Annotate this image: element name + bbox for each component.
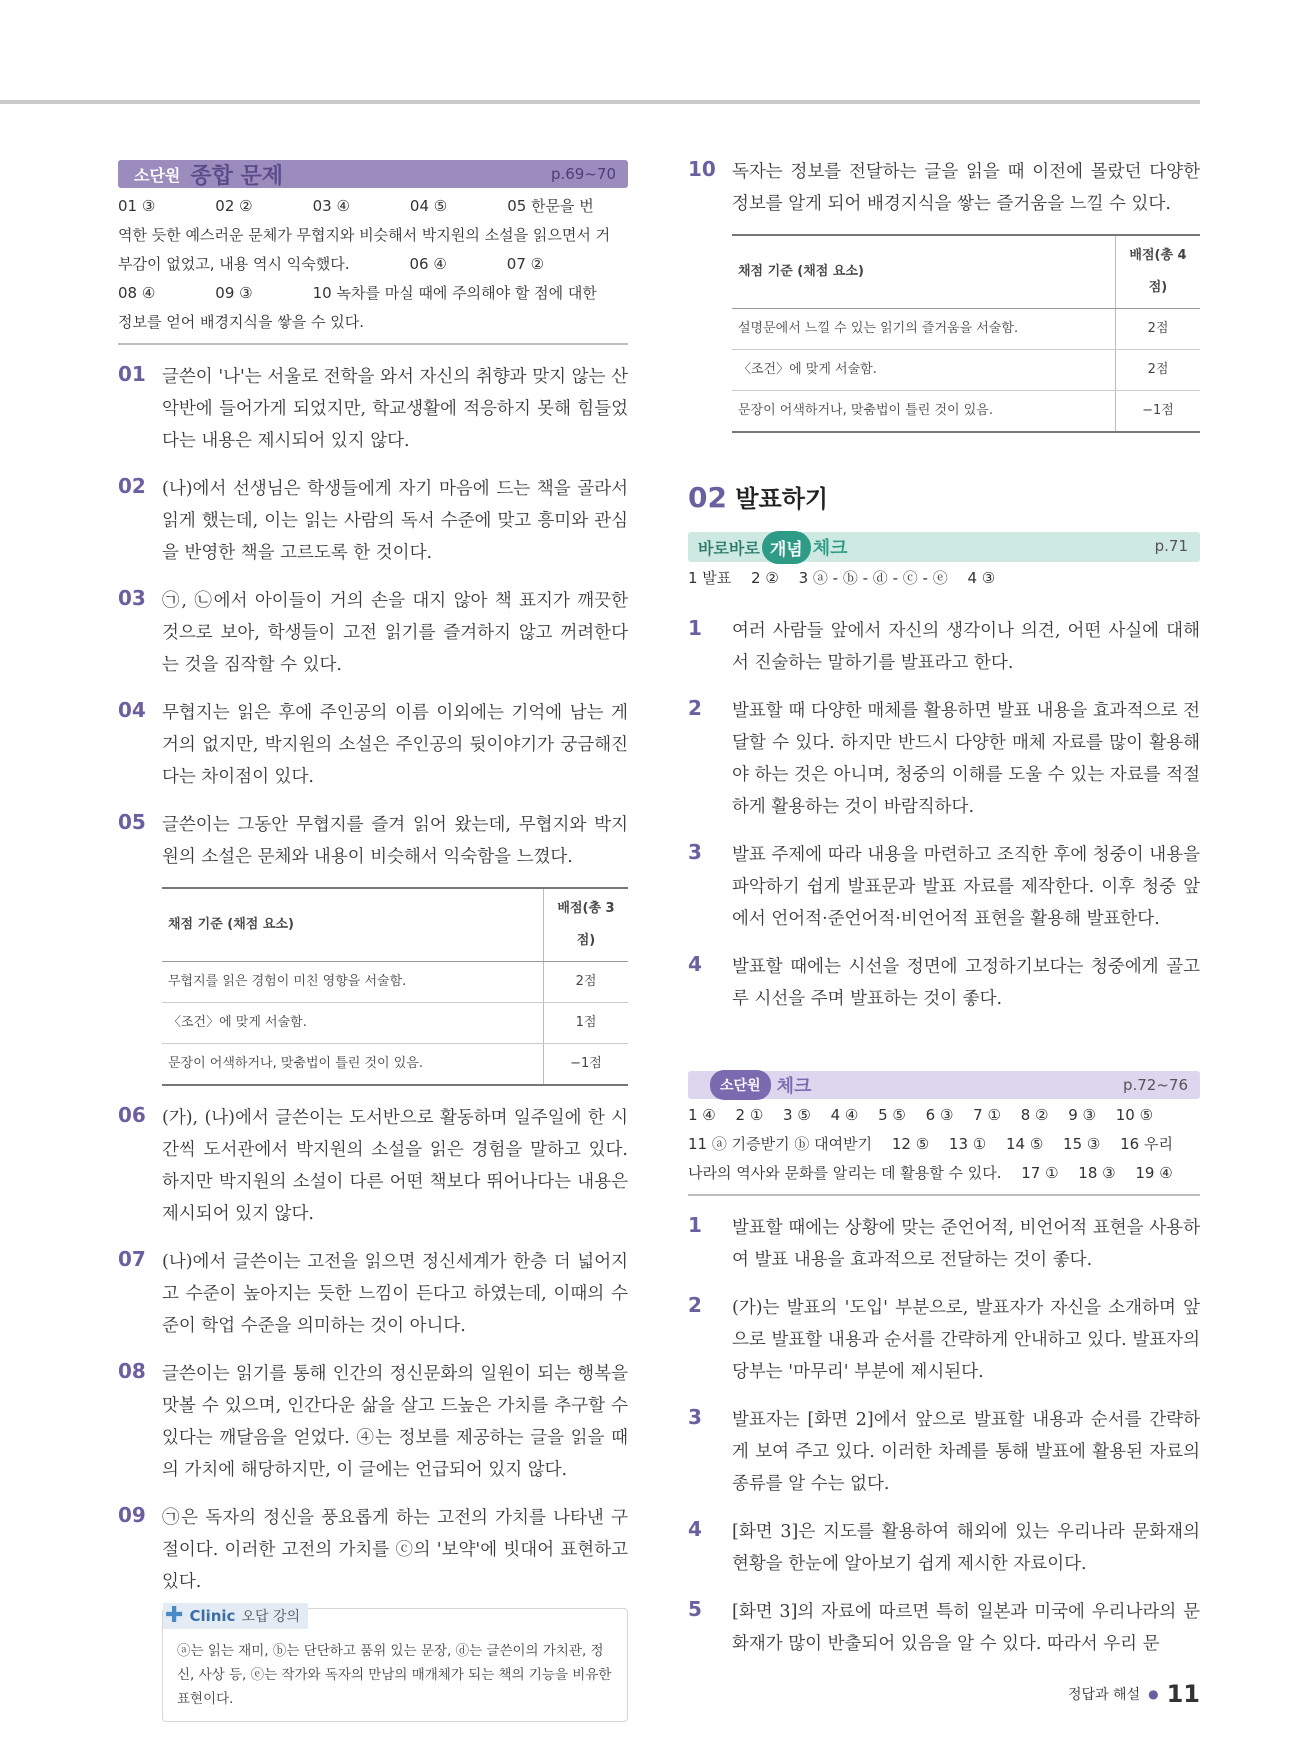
points-cell: 2점	[544, 962, 629, 1003]
page-footer	[1068, 1680, 1200, 1708]
item-text: 발표할 때 다양한 매체를 활용하면 발표 내용을 효과적으로 전달할 수 있다. 하지만 반드시 다양한 매체 자료를 많이 활용해야 하는 것은 아니며, 청중의 이해를 도울 수 있는 자료를 적절하게 활용하는 것이 바람직하다.	[732, 701, 1200, 817]
explanation-item	[118, 473, 628, 569]
item-text: (가), (나)에서 글쓴이는 도서반으로 활동하며 일주일에 한 시간씩 도서관에서 박지원의 소설을 읽은 경험을 말하고 있다. 하지만 박지원의 소설이 다른 어떤 책보다 뛰어나다는 내용은 제시되어 있지 않다.	[162, 1108, 628, 1224]
answer-line: 01 ③ 02 ② 03 ④ 04 ⑤ 05 한문을 번	[118, 197, 594, 215]
unit-pill: 소단원	[710, 1070, 771, 1100]
unit-sub: 체크	[776, 1076, 812, 1097]
footer-label: 정답과 해설	[1068, 1687, 1141, 1703]
header-main: 소단원	[134, 165, 181, 185]
explanation-item	[118, 361, 628, 457]
scoring-header-points: 배점(총 3점)	[544, 888, 629, 962]
table-row	[162, 1044, 628, 1086]
item-text: 여러 사람들 앞에서 자신의 생각이나 의견, 어떤 사실에 대해서 진술하는 말하기를 발표라고 한다.	[732, 621, 1200, 673]
answer-key	[118, 192, 628, 345]
item-text: ㉠은 독자의 정신을 풍요롭게 하는 고전의 가치를 나타낸 구절이다. 이러한 고전의 가치를 ⓒ의 '보약'에 빗대어 표현하고 있다.	[162, 1508, 628, 1592]
points-cell: 1점	[544, 1003, 629, 1044]
top-rule	[0, 100, 1200, 104]
explanation-item	[688, 695, 1200, 823]
criteria-cell: 〈조건〉에 맞게 서술함.	[732, 350, 1116, 391]
item-number: 4	[688, 952, 702, 976]
table-row	[162, 1003, 628, 1044]
explanation-item	[118, 809, 628, 1086]
table-row	[162, 962, 628, 1003]
scoring-header-criteria: 채점 기준 (채점 요소)	[162, 888, 544, 962]
item-number: 08	[118, 1359, 146, 1383]
item-text: (가)는 발표의 '도입' 부분으로, 발표자가 자신을 소개하며 앞으로 발표할 내용과 순서를 간략하게 안내하고 있다. 발표자의 당부는 '마무리' 부분에 제시된다.	[732, 1298, 1200, 1382]
answer-line: 부감이 없었고, 내용 역시 익숙했다. 06 ④ 07 ②	[118, 255, 545, 273]
item-text	[732, 156, 1200, 433]
item-number: 4	[688, 1517, 702, 1541]
answer-line: 역한 듯한 예스러운 문체가 무협지와 비슷해서 박지원의 소설을 읽으면서 거	[118, 226, 611, 244]
concept-page: p.71	[1154, 537, 1188, 555]
item-number: 04	[118, 698, 146, 722]
points-cell: 2점	[1116, 309, 1201, 350]
item-text	[162, 809, 628, 1086]
page-number: 11	[1166, 1680, 1200, 1708]
scoring-table	[162, 887, 628, 1086]
clinic-body: ⓐ는 읽는 재미, ⓑ는 단단하고 품위 있는 문장, ⓓ는 글쓴이의 가치관, 정신, 사상 등, ⓔ는 작가와 독자의 만남의 매개체가 되는 책의 기능을 비유한 표현이다.	[177, 1643, 612, 1707]
item-text: ㉠, ㉡에서 아이들이 거의 손을 대지 않아 책 표지가 깨끗한 것으로 보아, 학생들이 고전 읽기를 즐겨하지 않고 꺼려한다는 것을 짐작할 수 있다.	[162, 591, 628, 675]
section-number: 02	[688, 481, 727, 514]
concept-sub: 체크	[812, 538, 848, 559]
bullet-icon: ●	[1148, 1687, 1159, 1701]
item-text: 발표 주제에 따라 내용을 마련하고 조직한 후에 청중이 내용을 파악하기 쉽게 발표문과 발표 자료를 제작한다. 이후 청중 앞에서 언어적·준언어적·비언어적 표현을 활용해 발표한다.	[732, 845, 1200, 929]
explanation-item	[688, 1404, 1200, 1500]
item-text: (나)에서 글쓴이는 고전을 읽으면 정신세계가 한층 더 넓어지고 수준이 높아지는 듯한 느낌이 든다고 하였는데, 이때의 수준이 학업 수준을 의미하는 것이 아니다.	[162, 1252, 628, 1336]
table-row	[732, 391, 1200, 433]
explanation-item	[118, 1358, 628, 1486]
explanation-item	[118, 1502, 628, 1598]
concept-check-header	[688, 532, 1200, 562]
explanation-item	[118, 1246, 628, 1342]
criteria-cell: 설명문에서 느낄 수 있는 읽기의 즐거움을 서술함.	[732, 309, 1116, 350]
item-text: 무협지는 읽은 후에 주인공의 이름 이외에는 기억에 남는 게 거의 없지만, 박지원의 소설은 주인공의 뒷이야기가 궁금해진다는 차이점이 있다.	[162, 703, 628, 787]
unit-answer-key	[688, 1101, 1200, 1196]
points-cell: −1점	[544, 1044, 629, 1086]
criteria-cell: 문장이 어색하거나, 맞춤법이 틀린 것이 있음.	[732, 391, 1116, 433]
item-number: 10	[688, 157, 716, 181]
item-number: 06	[118, 1103, 146, 1127]
item-number: 1	[688, 1213, 702, 1237]
clinic-header	[163, 1603, 308, 1629]
table-row	[732, 350, 1200, 391]
header-sub: 종합 문제	[190, 162, 284, 189]
clinic-title: Clinic	[189, 1607, 236, 1625]
answer-line: 08 ④ 09 ③ 10 녹차를 마실 때에 주의해야 할 점에 대한	[118, 284, 597, 302]
criteria-cell: 무협지를 읽은 경험이 미친 영향을 서술함.	[162, 962, 544, 1003]
explanation-item	[688, 156, 1200, 433]
item-number: 2	[688, 1293, 702, 1317]
left-column	[118, 160, 628, 1722]
section-header-unit-review	[118, 160, 628, 188]
explanation-item	[688, 951, 1200, 1015]
scoring-header-points: 배점(총 4점)	[1116, 235, 1201, 309]
criteria-cell: 〈조건〉에 맞게 서술함.	[162, 1003, 544, 1044]
answer-line: 11 ⓐ 기증받기 ⓑ 대여받기 12 ⑤ 13 ① 14 ⑤ 15 ③ 16 우리	[688, 1135, 1173, 1153]
item-number: 3	[688, 840, 702, 864]
explanation-item	[688, 1596, 1200, 1660]
explanation-item	[118, 585, 628, 681]
explanation-item	[688, 1292, 1200, 1388]
item-text-body: 글쓴이는 그동안 무협지를 즐겨 읽어 왔는데, 무협지와 박지원의 소설은 문체와 내용이 비슷해서 익숙함을 느꼈다.	[162, 815, 628, 867]
clinic-box	[162, 1603, 628, 1722]
answer-line: 1 ④ 2 ① 3 ⑤ 4 ④ 5 ⑤ 6 ③ 7 ① 8 ② 9 ③ 10 ⑤	[688, 1106, 1154, 1124]
explanation-item	[118, 697, 628, 793]
plus-icon: ✚	[165, 1603, 184, 1628]
concept-main: 바로바로	[698, 538, 760, 558]
answer-line: 정보를 얻어 배경지식을 쌓을 수 있다.	[118, 313, 364, 331]
item-text: 글쓴이 '나'는 서울로 전학을 와서 자신의 취향과 맞지 않는 산악반에 들어가게 되었지만, 학교생활에 적응하지 못해 힘들었다는 내용은 제시되어 있지 않다.	[162, 367, 628, 451]
unit-page: p.72~76	[1122, 1076, 1188, 1094]
item-number: 03	[118, 586, 146, 610]
unit-check-header	[688, 1071, 1200, 1099]
header-page: p.69~70	[550, 165, 616, 183]
scoring-table	[732, 234, 1200, 433]
points-cell: −1점	[1116, 391, 1201, 433]
answer-line: 나라의 역사와 문화를 알리는 데 활용할 수 있다. 17 ① 18 ③ 19 ④	[688, 1164, 1173, 1182]
explanation-item	[688, 615, 1200, 679]
item-text: 발표할 때에는 상황에 맞는 준언어적, 비언어적 표현을 사용하여 발표 내용을 효과적으로 전달하는 것이 좋다.	[732, 1218, 1200, 1270]
section-name: 발표하기	[735, 485, 829, 513]
table-row	[732, 309, 1200, 350]
right-column	[688, 157, 1200, 1660]
explanation-item	[118, 1102, 628, 1230]
item-number: 2	[688, 696, 702, 720]
item-number: 5	[688, 1597, 702, 1621]
item-text: (나)에서 선생님은 학생들에게 자기 마음에 드는 책을 골라서 읽게 했는데, 이는 읽는 사람의 독서 수준에 맞고 흥미와 관심을 반영한 책을 고르도록 한 것이다.	[162, 479, 628, 563]
item-text: 발표할 때에는 시선을 정면에 고정하기보다는 청중에게 골고루 시선을 주며 발표하는 것이 좋다.	[732, 957, 1200, 1009]
item-number: 3	[688, 1405, 702, 1429]
clinic-subtitle: 오답 강의	[241, 1609, 300, 1625]
item-number: 07	[118, 1247, 146, 1271]
section-title	[688, 479, 1200, 514]
item-text: 발표자는 [화면 2]에서 앞으로 발표할 내용과 순서를 간략하게 보여 주고 있다. 이러한 차례를 통해 발표에 활용된 자료의 종류를 알 수는 없다.	[732, 1410, 1200, 1494]
explanation-item	[688, 839, 1200, 935]
item-number: 09	[118, 1503, 146, 1527]
item-text: 글쓴이는 읽기를 통해 인간의 정신문화의 일원이 되는 행복을 맛볼 수 있으며, 인간다운 삶을 살고 드높은 가치를 추구할 수 있다는 깨달음을 얻었다. ④는 정보를 제공하는 글을 읽을 때의 가치에 해당하지만, 이 글에는 언급되어 있지 않다.	[162, 1364, 628, 1480]
concept-badge: 개념	[762, 531, 811, 564]
item-text: [화면 3]은 지도를 활용하여 해외에 있는 우리나라 문화재의 현황을 한눈에 알아보기 쉽게 제시한 자료이다.	[732, 1522, 1200, 1574]
explanation-item	[688, 1516, 1200, 1580]
concept-answer-key: 1 발표 2 ② 3 ⓐ - ⓑ - ⓓ - ⓒ - ⓔ 4 ③	[688, 569, 996, 587]
item-number: 02	[118, 474, 146, 498]
item-number: 1	[688, 616, 702, 640]
item-number: 05	[118, 810, 146, 834]
item-number: 01	[118, 362, 146, 386]
explanation-item	[688, 1212, 1200, 1276]
points-cell: 2점	[1116, 350, 1201, 391]
item-text: [화면 3]의 자료에 따르면 특히 일본과 미국에 우리나라의 문화재가 많이 반출되어 있음을 알 수 있다. 따라서 우리 문	[732, 1602, 1200, 1654]
criteria-cell: 문장이 어색하거나, 맞춤법이 틀린 것이 있음.	[162, 1044, 544, 1086]
scoring-header-criteria: 채점 기준 (채점 요소)	[732, 235, 1116, 309]
item-text-body: 독자는 정보를 전달하는 글을 읽을 때 이전에 몰랐던 다양한 정보를 알게 되어 배경지식을 쌓는 즐거움을 느낄 수 있다.	[732, 162, 1200, 214]
